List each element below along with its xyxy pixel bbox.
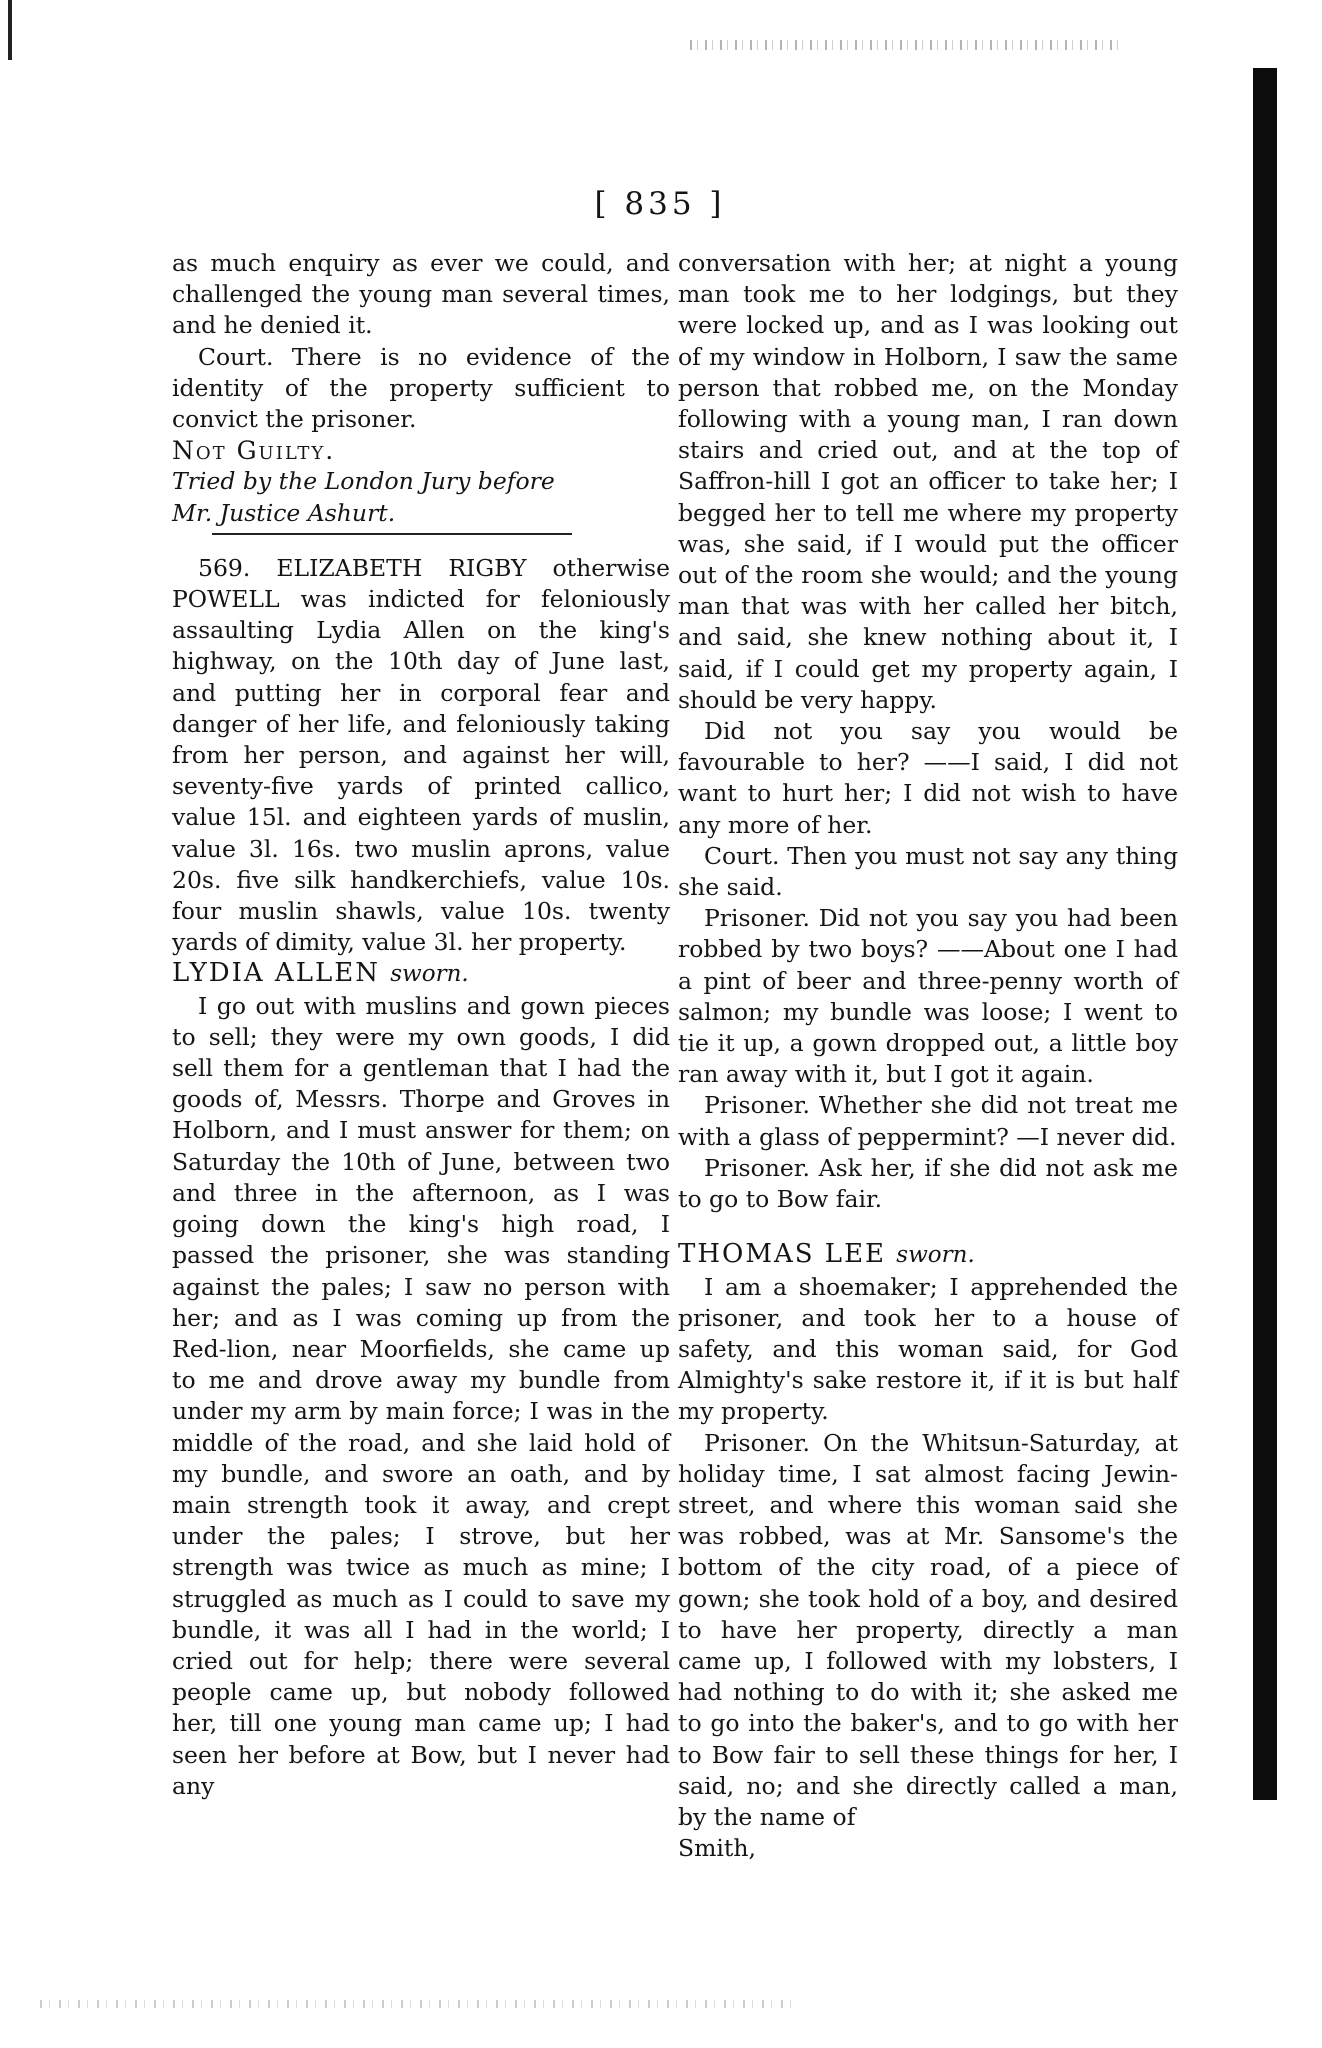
jury-note-line-2: Mr. Justice Ashurt.	[172, 498, 396, 527]
jury-note-line-1: Tried by the London Jury before	[172, 467, 555, 496]
section-divider	[212, 533, 572, 535]
sworn-label: sworn.	[390, 961, 469, 988]
right-column	[678, 248, 1178, 1864]
scan-margin-bar	[1253, 68, 1277, 1800]
witness-heading-thomas-lee	[678, 1239, 1178, 1271]
scan-noise-top	[690, 40, 1120, 50]
cross-question-1: Did not you say you would be favourable to her? ——I said, I did not want to hurt her; I did not wish to have any more of her.	[678, 717, 1178, 839]
court-instruction: Court. Then you must not say any thing she said.	[678, 841, 1178, 902]
scan-edge-mark	[8, 0, 12, 60]
prisoner-question-2: Prisoner. Whether she did not treat me with a glass of peppermint? —I never did.	[678, 1091, 1178, 1151]
witness-name: LYDIA ALLEN	[172, 958, 380, 989]
left-column	[172, 248, 670, 1802]
witness-name: THOMAS LEE	[678, 1239, 887, 1270]
verdict: Not Guilty.	[172, 436, 336, 466]
witness-heading-lydia-allen	[172, 958, 670, 990]
prisoner-question-1: Prisoner. Did not you say you had been robbed by two boys? ——About one I had a pint of beer and three-penny worth of salmon; my bundle was loose; I went to tie it up, a gown dropped out, a little boy ran away with it, but I got it again.	[678, 904, 1178, 1089]
jury-note	[172, 466, 670, 528]
indictment-paragraph: 569. ELIZABETH RIGBY otherwise POWELL was indicted for feloniously assaulting Lydia Allen on the king's highway, on the 10th day of June last, and putting her in corporal fear and danger of her life, and feloniously taking from her person, and against her will, seventy-five yards of printed callico, value 15l. and eighteen yards of muslin, value 3l. 16s. two muslin aprons, value 20s. five silk handkerchiefs, value 10s. four muslin shawls, value 10s. twenty yards of dimity, value 3l. her property.	[172, 553, 670, 957]
testimony-paragraph: I go out with muslins and gown pieces to sell; they were my own goods, I did sell them for a gentleman that I had the goods of, Messrs. Thorpe and Groves in Holborn, and I must answer for them; on Saturday the 10th of June, between two and three in the afternoon, as I was going down the king's high road, I passed the prisoner, she was standing against the pales; I saw no person with her; and as I was coming up from the Red-lion, near Moorfields, she came up to me and drove away my bundle from under my arm by main force; I was in the middle of the road, and she laid hold of my bundle, and swore an oath, and by main strength took it away, and crept under the pales; I strove, but her strength was twice as much as mine; I struggled as much as I could to save my bundle, it was all I had in the world; I cried out for help; there were several people came up, but nobody followed her, till one young man came up; I had seen her before at Bow, but I never had any	[172, 991, 670, 1800]
scan-noise-bottom	[40, 2000, 800, 2008]
witness-statement: I am a shoemaker; I apprehended the prisoner, and took her to a house of safety, and this woman said, for God Almighty's sake restore it, if it is but half my property.	[678, 1272, 1178, 1426]
court-statement: Court. There is no evidence of the identity of the property sufficient to convict the prisoner.	[172, 342, 670, 434]
spacer	[678, 1215, 1178, 1239]
prisoner-question-3: Prisoner. Ask her, if she did not ask me to go to Bow fair.	[678, 1153, 1178, 1214]
catchword: Smith,	[678, 1834, 756, 1863]
continued-paragraph: as much enquiry as ever we could, and challenged the young man several times, and he denied it.	[172, 249, 670, 340]
prisoner-defence: Prisoner. On the Whitsun-Saturday, at holiday time, I sat almost facing Jewin-street, and where this woman said she was robbed, was at Mr. Sansome's the bottom of the city road, of a piece of gown; she took hold of a boy, and desired to have her property, directly a man came up, I followed with my lobsters, I had nothing to do with it; she asked me to go into the baker's, and to go with her to Bow fair to sell these things for her, I said, no; and she directly called a man, by the name of	[678, 1428, 1178, 1831]
page-number: [ 835 ]	[594, 186, 726, 222]
testimony-continued: conversation with her; at night a young man took me to her lodgings, but they were locked up, and as I was looking out of my window in Holborn, I saw the same person that robbed me, on the Monday following with a young man, I ran down stairs and cried out, and at the top of Saffron-hill I got an officer to take her; I begged her to tell me where my property was, she said, if I would put the officer out of the room she would; and the young man that was with her called her bitch, and said, she knew nothing about it, I said, if I could get my property again, I should be very happy.	[678, 249, 1178, 714]
sworn-label: sworn.	[896, 1242, 975, 1269]
